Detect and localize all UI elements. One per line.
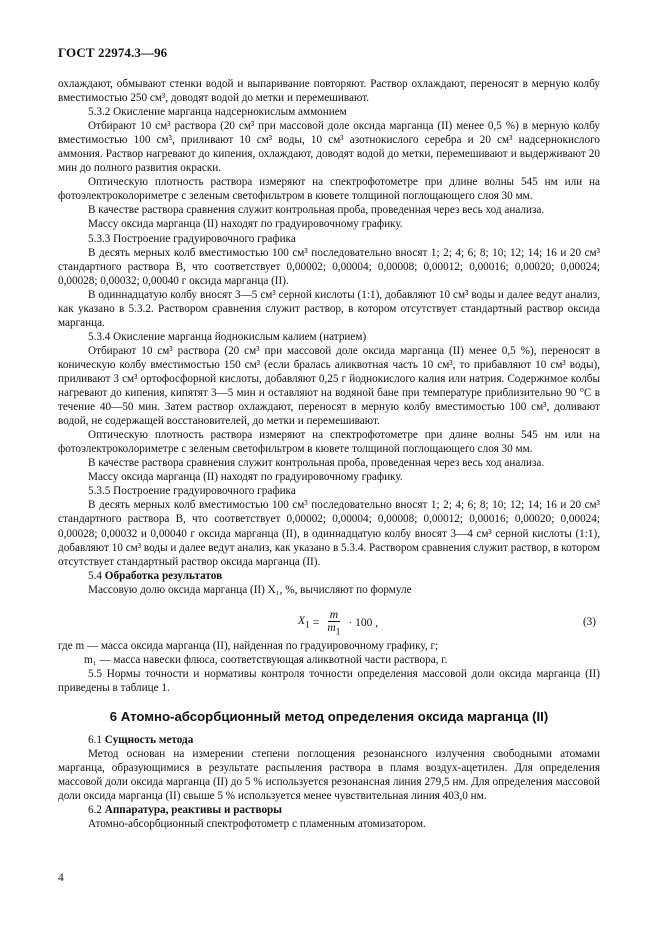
subsection-number: 5.4 [88,569,102,582]
subsection-heading: Аппаратура, реактивы и растворы [104,804,282,817]
formula-number: (3) [582,615,596,628]
subsection-heading: Обработка результатов [104,569,223,582]
formula-lhs: $X_1$ [298,615,310,631]
paragraph: охлаждают, обмывают стенки водой и выпаривание повторяют. Раствор охлаждают, переносят в мерную колбу вместимостью 250 см³, доводят водой до метки и перемешивают. [58,78,600,105]
subsection-title-6-1 [58,733,600,747]
subsection-title-5-3-2: 5.3.2 Окисление марганца надсернокислым аммонием [88,106,347,119]
formula-numerator: m [329,608,339,621]
paragraph: В одиннадцатую колбу вносят 3—5 см³ серной кислоты (1:1), добавляют 10 см³ воды и далее ведут анализ, как указано в 5.3.2. Раствором сравнения служит раствор, в котором отсутствует стандартный раствор оксида марганца. [58,288,600,329]
paragraph: В качестве раствора сравнения служит контрольная проба, проведенная через весь ход анализа. [88,204,545,217]
paragraph: В качестве раствора сравнения служит контрольная проба, проведенная через весь ход анализа. [88,457,545,470]
paragraph: 5.5 Нормы точности и нормативы контроля точности определения массовой доли оксида марганца (II) приведены в таблице 1. [58,667,600,694]
formula-fraction [325,609,342,638]
document-header: ГОСТ 22974.3—96 [58,45,168,60]
subsection-title-5-3-3: 5.3.3 Построение градуировочного графика [88,232,296,245]
paragraph: Атомно-абсорбционный спектрофотометр с пламенным атомизатором. [88,818,426,831]
subsection-number: 6.2 [88,804,102,817]
formula-equals: = [312,617,320,630]
formula-3 [58,603,600,638]
paragraph: В десять мерных колб вместимостью 100 см³ последовательно вносят 1; 2; 4; 6; 8; 10; 12; 14; 16 и 20 см³ стандартного раствора В, что соответствует 0,00002; 0,00004; 0,00008; 0,00012; 0,00016; 0,00020; 0,00024; 0,00028; 0,00032; 0,00040 г оксида марганца (II). [58,246,600,287]
section-title-6: 6 Атомно-абсорбционный метод определения оксида марганца (II) [109,708,549,724]
paragraph: Массовую долю оксида марганца (II) X₁, %, вычисляют по формуле [88,583,412,596]
paragraph: Метод основан на измерении степени поглощения резонансного излучения свободными атомами марганца, образующимися в результате распыления раствора в пламя воздух-ацетилен. Для определения массовой доли оксида марганца (II) до 5 % используется резонансная линия 279,5 нм. Для определения массовой доли оксида марганца (II) свыше 5 % используется менее чувствительная линия 403,0 нм. [58,747,600,803]
subsection-number: 6.1 [88,733,102,746]
formula-denominator: $m_1$ [327,621,341,638]
page-number: 4 [58,872,64,884]
subsection-title-5-3-5: 5.3.5 Построение градуировочного графика [88,485,296,498]
formula-legend-m: где m — масса оксида марганца (II), найденная по градуировочному графику, г; [58,639,439,652]
paragraph: В десять мерных колб вместимостью 100 см³ последовательно вносят 1; 2; 4; 6; 8; 10; 12; 14; 16 и 20 см³ стандартного раствора В, что соответствует 0,00002; 0,00004; 0,00008; 0,00012; 0,00016; 0,00020; 0,00024; 0,00028; 0,00032 и 0,00040 г оксида марганца (II), в одиннадцатую колбу вносят 3—4 см³ серной кислоты (1:1), добавляют 10 см³ воды и далее ведут анализ, как указано в 5.3.4. Раствором сравнения служит раствор, в котором отсутствует стандартный раствор оксида марганца (II). [58,499,600,568]
subsection-heading: Сущность метода [104,733,194,746]
paragraph: Массу оксида марганца (II) находят по градуировочному графику. [88,471,403,484]
formula-tail: · 100 , [348,617,379,630]
paragraph: Оптическую плотность раствора измеряют на спектрофотометре при длине волны 545 нм или на фотоэлектроколориметре с зеленым светофильтром в кювете толщиной поглощающего слоя 30 мм. [58,429,600,456]
subsection-title-5-3-4: 5.3.4 Окисление марганца йоднокислым калием (натрием) [88,330,367,343]
subsection-title-6-2 [58,803,600,817]
subsection-title-5-4 [58,569,600,583]
paragraph: Оптическую плотность раствора измеряют на спектрофотометре при длине волны 545 нм или на фотоэлектроколориметре с зеленым светофильтром в кювете толщиной поглощающего слоя 30 мм. [58,176,600,203]
paragraph: Отбирают 10 см³ раствора (20 см³ при массовой доле оксида марганца (II) менее 0,5 %), переносят в коническую колбу вместимостью 150 см³ (если бралась аликвотная часть 10 см³, то прибавляют 10 см³ воды), приливают 3 см³ ортофосфорной кислоты, добавляют 0,25 г йоднокислого калия или натрия. Содержимое колбы нагревают до кипения, кипятят 3—5 мин и оставляют на водяной бане при температуре приблизительно 90 °С в течение 40—50 мин. Затем раствор охлаждают, переносят в мерную колбу вместимостью 100 см³, доливают водой, не содержащей восстановителей, до метки и перемешивают. [58,344,600,428]
document-body [58,77,600,831]
paragraph: Массу оксида марганца (II) находят по градуировочному графику. [88,218,403,231]
formula-legend-m1: m₁ — масса навески флюса, соответствующая аликвотной части раствора, г. [84,653,448,666]
paragraph: Отбирают 10 см³ раствора (20 см³ при массовой доле оксида марганца (II) менее 0,5 %) в мерную колбу вместимостью 100 см³, приливают 10 см³ воды, 10 см³ азотнокислого серебра и 20 см³ надсернокислого аммония. Раствор нагревают до кипения, охлаждают, доводят водой до метки, перемешивают и выдерживают 20 мин до полного развития окраски. [58,120,600,175]
